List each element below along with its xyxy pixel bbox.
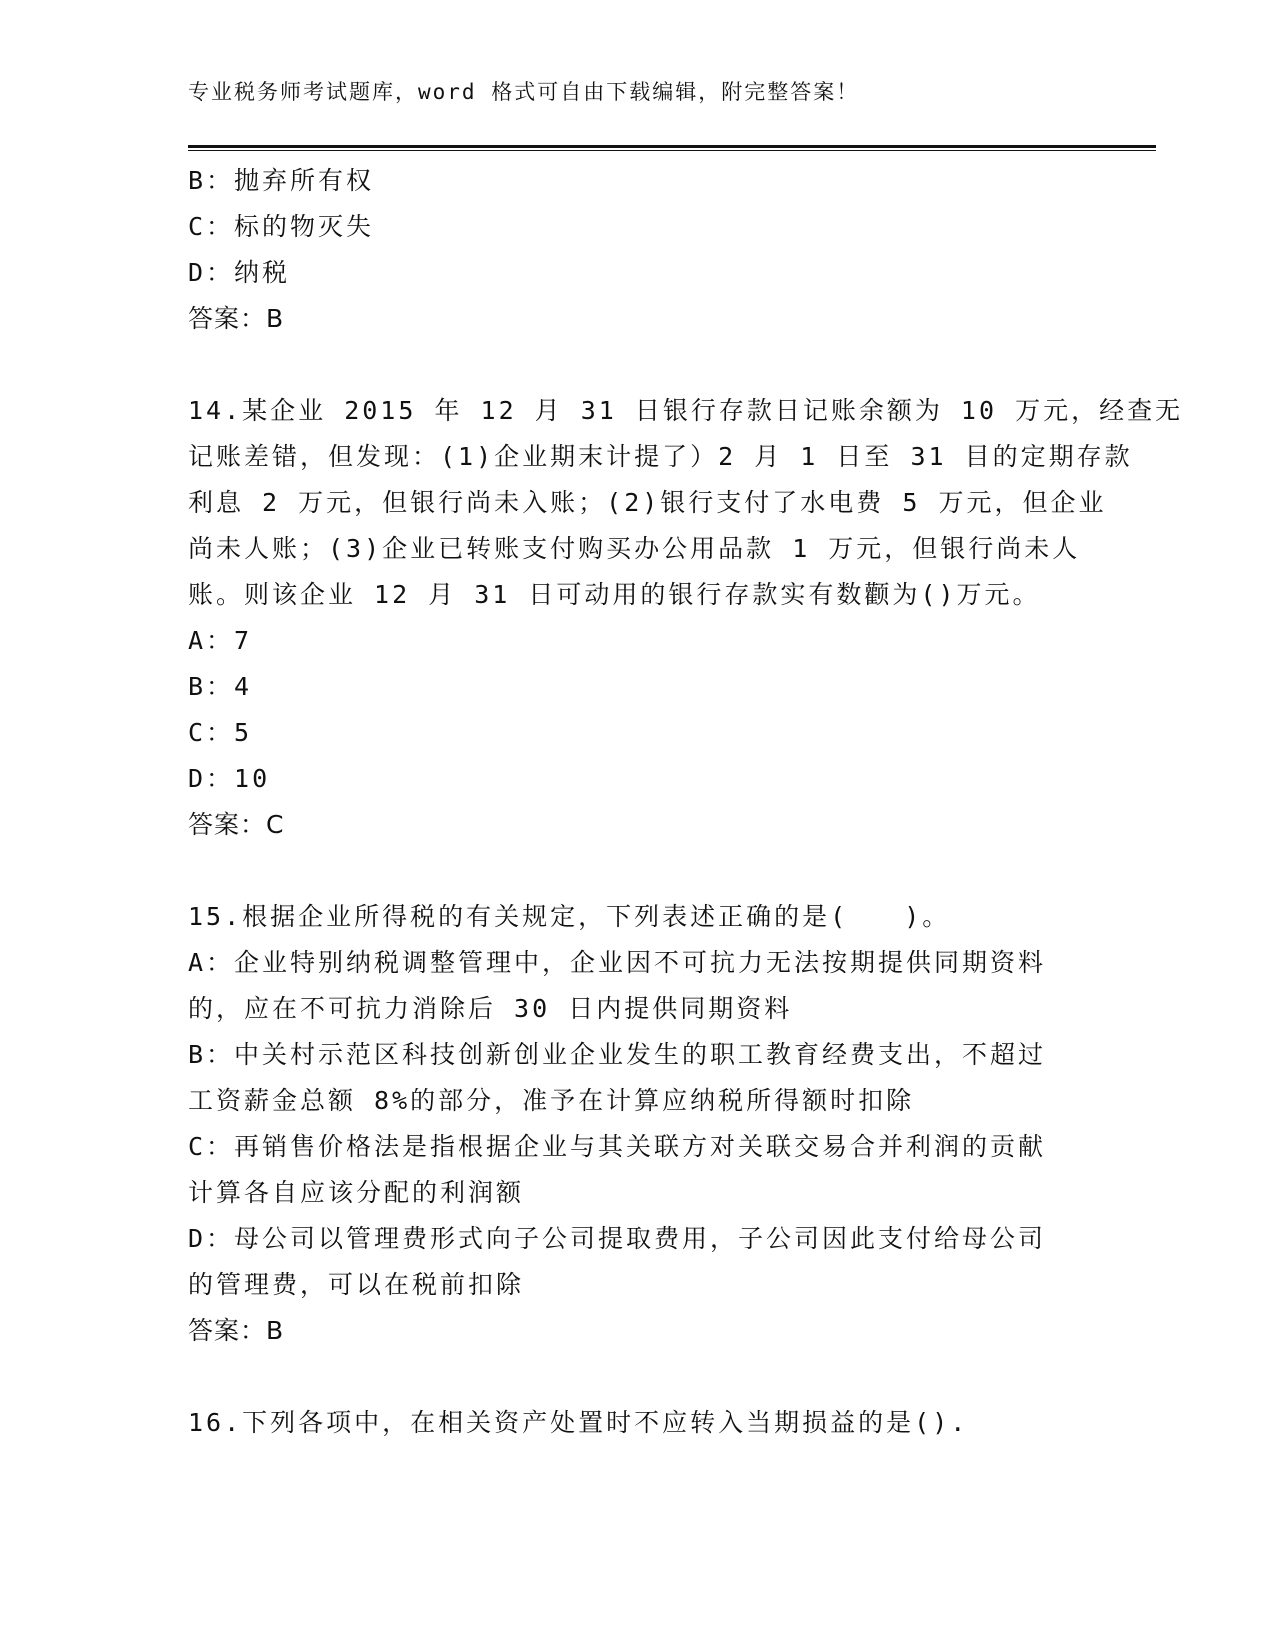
option-d: D：纳税 [188,258,291,287]
option-a-line: A：企业特别纳税调整管理中，企业因不可抗力无法按期提供同期资料 [188,948,1047,977]
header-divider-thin [188,150,1156,151]
option-c-line: 计算各自应该分配的利润额 [188,1178,525,1207]
option-b: B：抛弃所有权 [188,166,375,195]
option-b-line: 工资薪金总额 8%的部分，准予在计算应纳税所得额时扣除 [188,1086,915,1115]
question-15 [188,894,1088,1354]
option-d: D：10 [188,764,271,793]
spacer [188,848,1088,894]
answer: 答案：B [188,1316,285,1345]
page-header: 专业税务师考试题库，word 格式可自由下载编辑，附完整答案！ [188,80,860,104]
option-d-line: 的管理费，可以在税前扣除 [188,1270,525,1299]
option-c-line: C：再销售价格法是指根据企业与其关联方对关联交易合并利润的贡献 [188,1132,1047,1161]
header-divider-thick [188,145,1156,148]
question-stem-line: 利息 2 万元，但银行尚未入账；(2)银行支付了水电费 5 万元，但企业 [188,488,1107,517]
option-c: C：5 [188,718,253,747]
question-stem-line: 14.某企业 2015 年 12 月 31 日银行存款日记账余额为 10 万元，经查无 [188,396,1184,425]
option-c: C：标的物灭失 [188,212,375,241]
spacer [188,1354,1088,1400]
question-13 [188,158,1088,342]
question-stem: 15.根据企业所得税的有关规定，下列表述正确的是( )。 [188,902,951,931]
option-b: B：4 [188,672,253,701]
question-14 [188,388,1184,848]
question-16 [188,1400,1088,1446]
question-stem-line: 账。则该企业 12 月 31 日可动用的银行存款实有数颧为()万元。 [188,580,1041,609]
question-stem-line: 尚未人账；(3)企业已转账支付购买办公用品款 1 万元，但银行尚未人 [188,534,1081,563]
spacer [188,342,1088,388]
question-stem-line: 记账差错，但发现：(1)企业期末计提了）2 月 1 日至 31 目的定期存款 [188,442,1133,471]
answer: 答案：C [188,810,285,839]
option-d-line: D：母公司以管理费形式向子公司提取费用，子公司因此支付给母公司 [188,1224,1047,1253]
option-b-line: B：中关村示范区科技创新创业企业发生的职工教育经费支出，不超过 [188,1040,1047,1069]
document-body [188,158,1184,1446]
answer: 答案：B [188,304,285,333]
question-stem: 16.下列各项中，在相关资产处置时不应转入当期损益的是(). [188,1408,969,1437]
option-a: A：7 [188,626,253,655]
option-a-line: 的，应在不可抗力消除后 30 日内提供同期资料 [188,994,793,1023]
